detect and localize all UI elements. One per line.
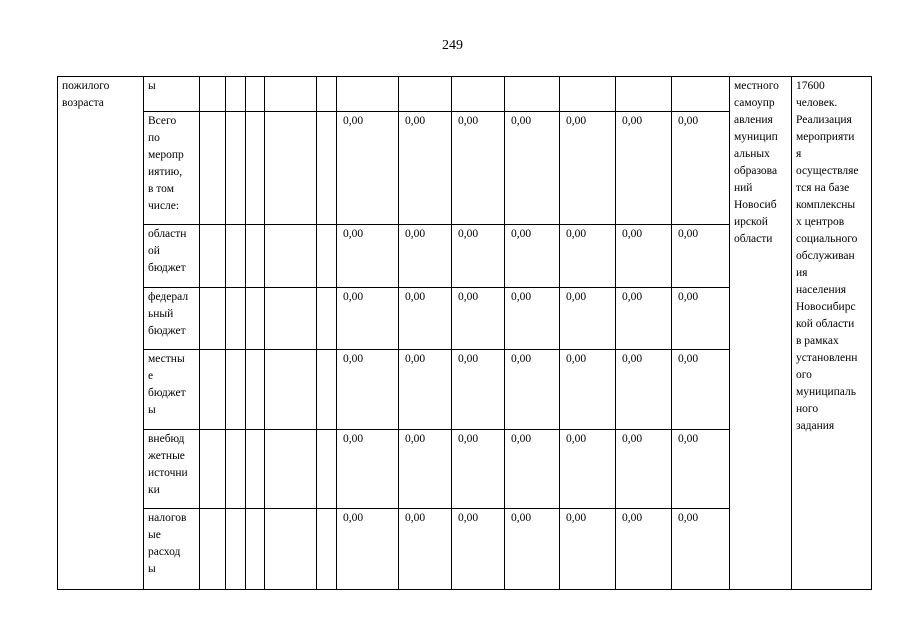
- expected-result-cell: [792, 77, 872, 590]
- value-cell: 0,00: [616, 350, 672, 430]
- value-cell: 0,00: [337, 288, 399, 350]
- source-label-cell: [144, 350, 200, 430]
- value-cell: 0,00: [337, 430, 399, 509]
- value-cell: 0,00: [399, 430, 452, 509]
- value-cell: 0,00: [560, 225, 616, 288]
- source-label: федерал ьный бюджет: [148, 291, 189, 337]
- value-cell: 0,00: [399, 288, 452, 350]
- value-cell: 0,00: [616, 430, 672, 509]
- value-cell: 0,00: [505, 430, 560, 509]
- value-cell: 0,00: [672, 509, 730, 590]
- source-label-cell: [144, 77, 200, 112]
- financing-table: [57, 76, 872, 590]
- source-label-cell: [144, 112, 200, 225]
- value-cell: 0,00: [616, 225, 672, 288]
- value-cell: 0,00: [672, 350, 730, 430]
- value-cell: 0,00: [505, 350, 560, 430]
- value-cell: 0,00: [337, 350, 399, 430]
- page-number: 249: [442, 38, 463, 53]
- measure-name-cell: [58, 77, 144, 590]
- value-cell: 0,00: [560, 430, 616, 509]
- value-cell: 0,00: [452, 112, 505, 225]
- value-cell: 0,00: [560, 509, 616, 590]
- value-cell: 0,00: [452, 288, 505, 350]
- value-cell: 0,00: [505, 112, 560, 225]
- source-label-cell: [144, 225, 200, 288]
- executor-cell: [730, 77, 792, 590]
- value-cell: 0,00: [399, 225, 452, 288]
- value-cell: 0,00: [399, 350, 452, 430]
- value-cell: 0,00: [505, 288, 560, 350]
- value-cell: 0,00: [505, 509, 560, 590]
- value-cell: 0,00: [505, 225, 560, 288]
- value-cell: 0,00: [452, 509, 505, 590]
- value-cell: 0,00: [672, 430, 730, 509]
- value-cell: 0,00: [616, 288, 672, 350]
- source-label: местны е бюджет ы: [148, 353, 186, 416]
- continued-label: ы: [148, 80, 156, 92]
- source-label: внебюд жетные источни ки: [148, 433, 188, 496]
- executor-text: местного самоупр авления муницип альных образова ний Новосиб ирской области: [734, 80, 779, 245]
- value-cell: 0,00: [672, 112, 730, 225]
- source-label: областн ой бюджет: [148, 228, 187, 274]
- value-cell: 0,00: [337, 509, 399, 590]
- source-label-cell: [144, 430, 200, 509]
- source-label: налогов ые расход ы: [148, 512, 187, 575]
- expected-result-text: 17600 человек. Реализация мероприяти я осуществляе тся на базе комплексны х центров социального обслуживан ия населения Новосибирс кой области в рамках установленн ого муниципаль ного задания: [796, 80, 859, 432]
- source-label-cell: [144, 509, 200, 590]
- source-label-cell: [144, 288, 200, 350]
- source-label: Всего по меропр иятию, в том числе:: [148, 115, 184, 212]
- value-cell: 0,00: [672, 288, 730, 350]
- value-cell: 0,00: [616, 509, 672, 590]
- value-cell: 0,00: [399, 112, 452, 225]
- value-cell: 0,00: [560, 350, 616, 430]
- value-cell: 0,00: [452, 430, 505, 509]
- value-cell: 0,00: [616, 112, 672, 225]
- value-cell: 0,00: [452, 225, 505, 288]
- table-row: [58, 77, 872, 112]
- value-cell: 0,00: [337, 112, 399, 225]
- value-cell: 0,00: [560, 112, 616, 225]
- value-cell: 0,00: [399, 509, 452, 590]
- value-cell: 0,00: [337, 225, 399, 288]
- value-cell: 0,00: [560, 288, 616, 350]
- measure-name-text: пожилого возраста: [62, 80, 110, 109]
- value-cell: 0,00: [672, 225, 730, 288]
- value-cell: 0,00: [452, 350, 505, 430]
